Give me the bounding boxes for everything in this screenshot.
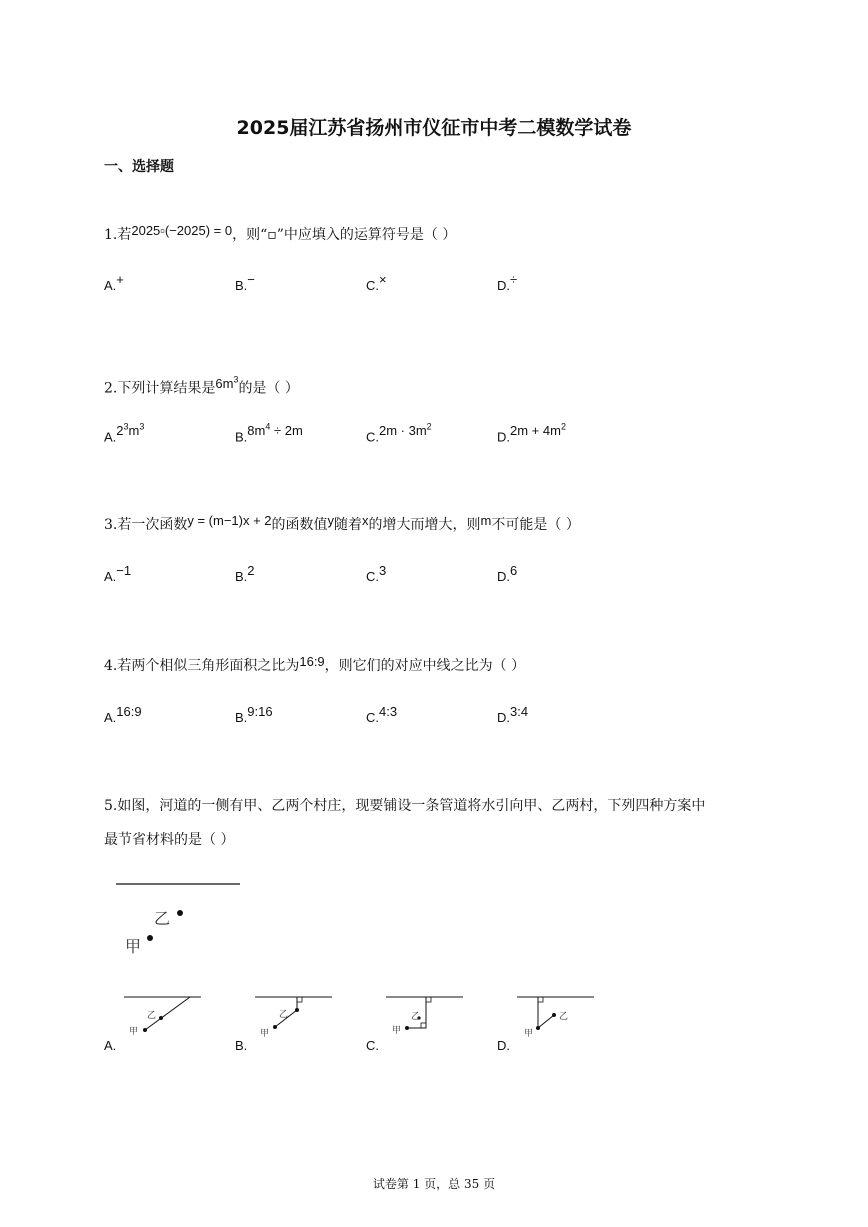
q1-option-c[interactable] bbox=[366, 272, 387, 293]
q5-figure-b bbox=[250, 990, 340, 1040]
q1-prefix: 1.若 bbox=[104, 227, 132, 243]
q5-option-b[interactable]: B. bbox=[235, 1038, 248, 1053]
village-a-dot bbox=[405, 1026, 409, 1030]
pipe-line bbox=[538, 1015, 554, 1028]
option-label: D. bbox=[497, 429, 510, 445]
option-math: ÷ bbox=[510, 272, 518, 287]
page-title: 2025届江苏省扬州市仪征市中考二模数学试卷 bbox=[236, 117, 632, 139]
option-label: D. bbox=[497, 710, 510, 725]
village-a-dot bbox=[143, 1028, 147, 1032]
right-angle-mark bbox=[426, 997, 431, 1002]
question-5-line-1: 5.如图，河道的一侧有甲、乙两个村庄，现要铺设一条管道将水引向甲、乙两村，下列四种方案中 bbox=[104, 798, 706, 814]
q3-text: 随着 bbox=[334, 517, 363, 533]
river-village-figure bbox=[110, 875, 250, 965]
option-label: A. bbox=[104, 710, 117, 725]
option-label: B. bbox=[235, 569, 248, 584]
q4-suffix: ，则它们的对应中线之比为（ ） bbox=[324, 658, 526, 674]
option-math: 3 bbox=[379, 563, 387, 578]
option-math: − bbox=[247, 272, 255, 287]
village-a-dot bbox=[536, 1026, 540, 1030]
village-a-label: 甲 bbox=[524, 1029, 534, 1039]
village-a-label: 甲 bbox=[260, 1029, 270, 1039]
option-math: 2 bbox=[247, 563, 255, 578]
question-2 bbox=[104, 374, 299, 398]
q3-option-c[interactable] bbox=[366, 563, 387, 584]
village-b-dot bbox=[177, 910, 183, 916]
village-a-label: 甲 bbox=[392, 1026, 402, 1036]
q3-var-x: x bbox=[362, 513, 369, 528]
option-math: $2^3m^3$ bbox=[116, 422, 145, 439]
q5-figure-a bbox=[118, 990, 208, 1040]
q5-figure-d bbox=[512, 990, 602, 1040]
option-label: A. bbox=[104, 429, 117, 445]
q2-option-d[interactable] bbox=[497, 422, 566, 445]
option-label: A. bbox=[104, 278, 117, 293]
q4-option-b[interactable] bbox=[235, 704, 273, 725]
q3-option-d[interactable] bbox=[497, 563, 518, 584]
option-label: C. bbox=[366, 710, 379, 725]
village-b-label: 乙 bbox=[559, 1012, 569, 1022]
q1-suffix: ，则“▫”中应填入的运算符号是（ ） bbox=[232, 227, 457, 243]
option-label: B. bbox=[235, 429, 248, 445]
q2-prefix: 2.下列计算结果是 bbox=[104, 380, 216, 397]
option-math: 16:9 bbox=[116, 704, 142, 719]
village-a-dot bbox=[273, 1025, 277, 1029]
page-footer: 试卷第 1 页，总 35 页 bbox=[372, 1177, 496, 1191]
village-b-dot bbox=[552, 1013, 556, 1017]
option-label: D. bbox=[497, 278, 510, 293]
q1-option-a[interactable] bbox=[104, 272, 124, 293]
q3-prefix: 3.若一次函数 bbox=[104, 517, 188, 533]
q4-option-c[interactable] bbox=[366, 704, 398, 725]
village-b-label: 乙 bbox=[279, 1010, 289, 1020]
option-label: D. bbox=[497, 569, 510, 584]
option-label: C. bbox=[366, 429, 379, 445]
option-label: A. bbox=[104, 569, 117, 584]
right-angle-mark bbox=[297, 997, 302, 1002]
q3-option-a[interactable] bbox=[104, 563, 132, 584]
q3-option-b[interactable] bbox=[235, 563, 255, 584]
q5-figure-c bbox=[381, 990, 471, 1040]
question-5-line-2: 最节省材料的是（ ） bbox=[104, 832, 235, 848]
question-1 bbox=[104, 225, 456, 245]
option-math: 6 bbox=[510, 563, 518, 578]
q5-option-d[interactable]: D. bbox=[497, 1038, 510, 1053]
village-b-label: 乙 bbox=[147, 1011, 157, 1021]
section-heading: 一、选择题 bbox=[104, 159, 174, 175]
q2-expression: $6m^3$ bbox=[215, 375, 239, 392]
q1-expression: 2025▫(−2025) = 0 bbox=[131, 223, 233, 238]
q2-option-b[interactable] bbox=[235, 422, 303, 445]
option-math: $2m \cdot 3m^2$ bbox=[379, 422, 432, 439]
question-4 bbox=[104, 656, 525, 676]
q2-option-c[interactable] bbox=[366, 422, 432, 445]
option-math: −1 bbox=[116, 563, 132, 578]
q3-text: 的增大而增大，则 bbox=[368, 517, 481, 533]
option-math: 3:4 bbox=[510, 704, 529, 719]
q3-suffix: 不可能是（ ） bbox=[491, 517, 580, 533]
q5-option-c[interactable]: C. bbox=[366, 1038, 379, 1053]
option-math: 9:16 bbox=[247, 704, 273, 719]
right-angle-mark bbox=[421, 1023, 426, 1028]
q4-prefix: 4.若两个相似三角形面积之比为 bbox=[104, 658, 300, 674]
village-a-dot bbox=[147, 935, 153, 941]
q1-option-d[interactable] bbox=[497, 272, 518, 293]
q2-suffix: 的是（ ） bbox=[238, 380, 299, 397]
q2-option-a[interactable] bbox=[104, 422, 145, 445]
village-b-dot bbox=[159, 1016, 163, 1020]
option-label: B. bbox=[235, 710, 248, 725]
village-a-label: 甲 bbox=[125, 937, 142, 956]
option-math: $8m^4 \div 2m$ bbox=[247, 422, 303, 439]
q3-var-m: m bbox=[480, 513, 492, 528]
question-3 bbox=[104, 515, 580, 535]
q4-option-a[interactable] bbox=[104, 704, 142, 725]
option-label: B. bbox=[235, 278, 248, 293]
village-a-label: 甲 bbox=[129, 1027, 139, 1037]
q3-text: 的函数值 bbox=[271, 517, 328, 533]
right-angle-mark bbox=[538, 997, 543, 1002]
option-label: C. bbox=[366, 278, 379, 293]
village-b-label: 乙 bbox=[154, 909, 171, 928]
option-label: C. bbox=[366, 569, 379, 584]
option-math: $2m + 4m^2$ bbox=[510, 422, 566, 439]
village-b-dot bbox=[295, 1008, 299, 1012]
q4-option-d[interactable] bbox=[497, 704, 529, 725]
option-math: 4:3 bbox=[379, 704, 398, 719]
q3-var-y: y bbox=[327, 513, 335, 528]
village-b-label: 乙 bbox=[411, 1012, 421, 1022]
option-math: × bbox=[379, 272, 387, 287]
q5-option-a[interactable]: A. bbox=[104, 1038, 117, 1053]
q4-expression: 16:9 bbox=[299, 654, 325, 669]
q3-expression: y = (m−1)x + 2 bbox=[187, 513, 272, 528]
q1-option-b[interactable] bbox=[235, 272, 255, 293]
option-math: + bbox=[116, 272, 124, 287]
